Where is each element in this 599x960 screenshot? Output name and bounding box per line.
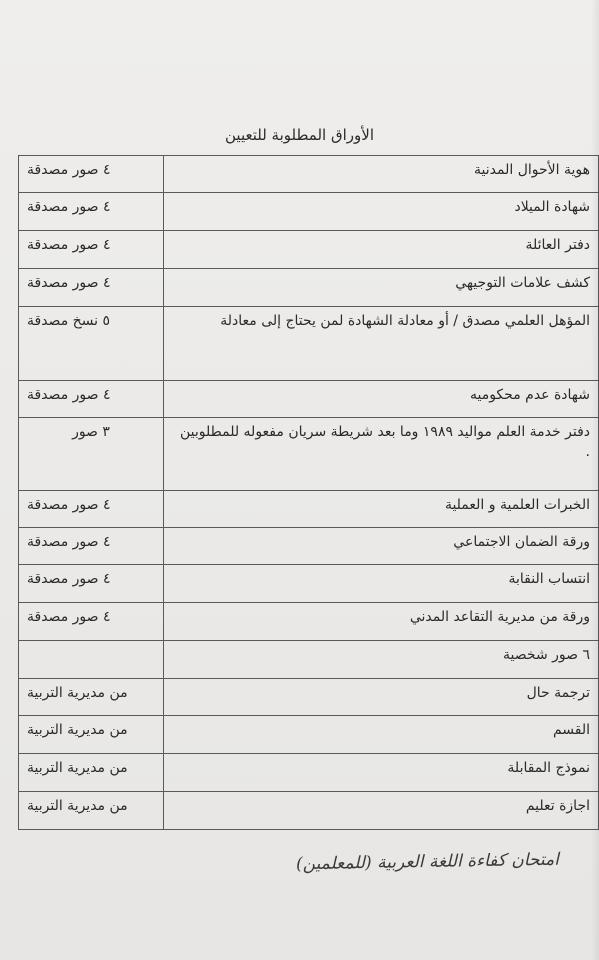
table-row xyxy=(19,528,599,565)
copies-cell: ٤ صور مصدقة xyxy=(19,381,164,418)
document-name-cell: نموذج المقابلة xyxy=(164,754,599,792)
copies-cell: ٣ صور xyxy=(19,418,164,491)
table-row xyxy=(19,716,599,754)
document-name-cell: القسم xyxy=(164,716,599,754)
copies-cell: ٤ صور مصدقة xyxy=(19,528,164,565)
table-row xyxy=(19,679,599,716)
document-name-cell: دفتر خدمة العلم مواليد ١٩٨٩ وما بعد شريطة سريان مفعوله للمطلوبين . xyxy=(164,418,599,491)
page-title: الأوراق المطلوبة للتعيين xyxy=(225,126,374,144)
document-name-cell: ٦ صور شخصية xyxy=(164,641,599,679)
handwritten-footnote: امتحان كفاءة اللغة العربية (للمعلمين) xyxy=(295,849,560,875)
copies-cell: ٤ صور مصدقة xyxy=(19,193,164,231)
required-documents-table xyxy=(18,155,599,830)
copies-cell: ٤ صور مصدقة xyxy=(19,269,164,307)
table-body xyxy=(19,156,599,830)
table-row xyxy=(19,418,599,491)
table-row xyxy=(19,565,599,603)
table-row xyxy=(19,641,599,679)
document-name-cell: ترجمة حال xyxy=(164,679,599,716)
document-name-cell: ورقة من مديرية التقاعد المدني xyxy=(164,603,599,641)
copies-cell: ٤ صور مصدقة xyxy=(19,231,164,269)
document-name-cell: الخبرات العلمية و العملية xyxy=(164,491,599,528)
document-name-cell: هوية الأحوال المدنية xyxy=(164,156,599,193)
document-name-cell: انتساب النقابة xyxy=(164,565,599,603)
document-name-cell: ورقة الضمان الاجتماعي xyxy=(164,528,599,565)
table-row xyxy=(19,156,599,193)
copies-cell: من مديرية التربية xyxy=(19,716,164,754)
table-row xyxy=(19,491,599,528)
table-row xyxy=(19,193,599,231)
table-row xyxy=(19,307,599,381)
copies-cell: ٤ صور مصدقة xyxy=(19,565,164,603)
document-name-cell: شهادة الميلاد xyxy=(164,193,599,231)
document-name-cell: دفتر العائلة xyxy=(164,231,599,269)
document-name-cell: اجازة تعليم xyxy=(164,792,599,830)
copies-cell: ٥ نسخ مصدقة xyxy=(19,307,164,381)
copies-cell: من مديرية التربية xyxy=(19,792,164,830)
table-row xyxy=(19,231,599,269)
document-name-cell: شهادة عدم محكوميه xyxy=(164,381,599,418)
copies-cell: من مديرية التربية xyxy=(19,679,164,716)
copies-cell: ٤ صور مصدقة xyxy=(19,603,164,641)
copies-cell: من مديرية التربية xyxy=(19,754,164,792)
copies-cell xyxy=(19,641,164,679)
document-name-cell: كشف علامات التوجيهي xyxy=(164,269,599,307)
page-shadow-edge xyxy=(591,0,599,960)
table-row xyxy=(19,269,599,307)
table-row xyxy=(19,603,599,641)
table-row xyxy=(19,792,599,830)
copies-cell: ٤ صور مصدقة xyxy=(19,491,164,528)
document-name-cell: المؤهل العلمي مصدق / أو معادلة الشهادة لمن يحتاج إلى معادلة xyxy=(164,307,599,381)
table-row xyxy=(19,381,599,418)
copies-cell: ٤ صور مصدقة xyxy=(19,156,164,193)
table-row xyxy=(19,754,599,792)
